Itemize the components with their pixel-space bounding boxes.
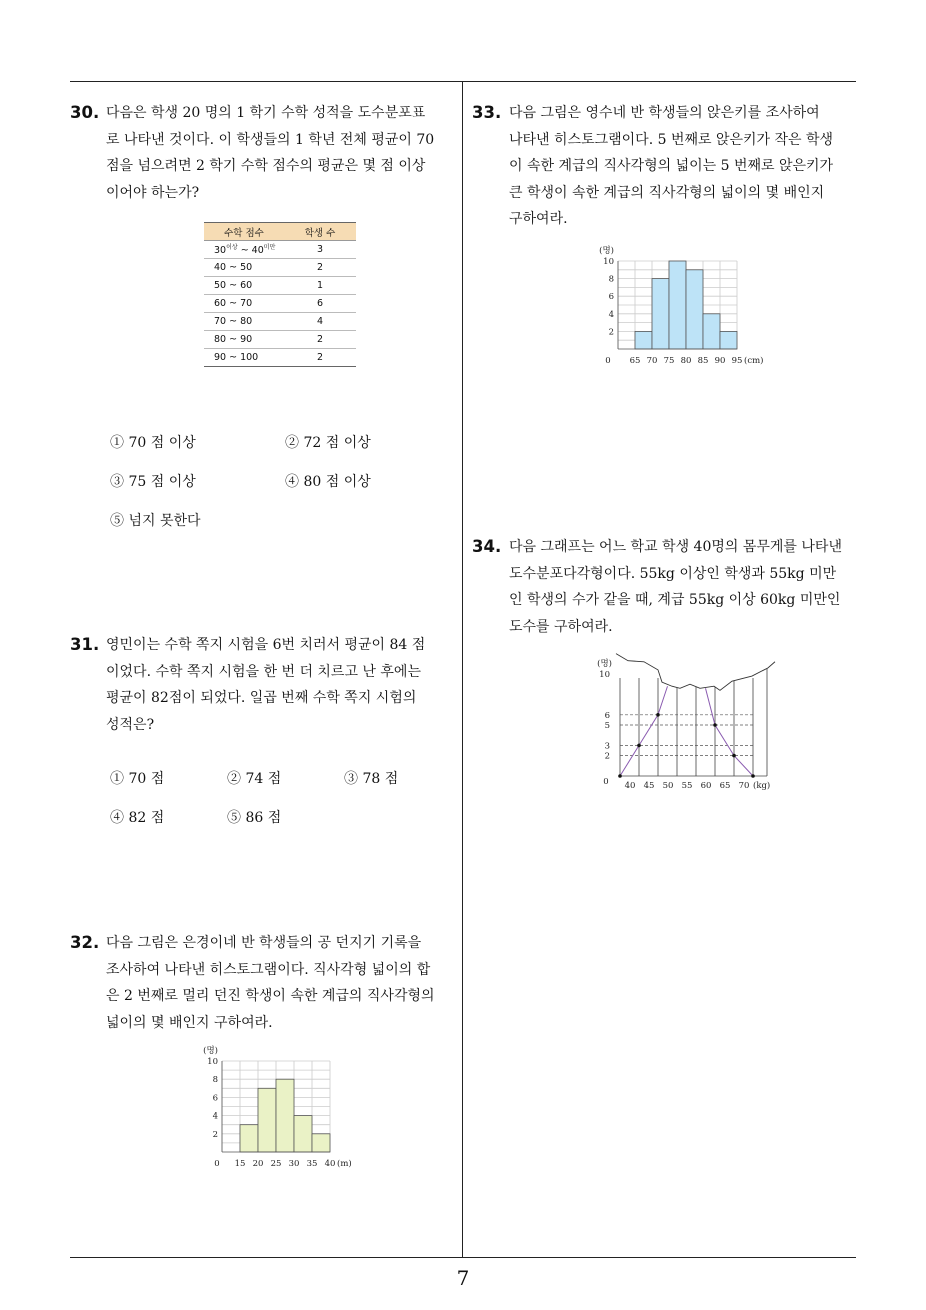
table-cell: 80 ~ 90 (204, 331, 284, 349)
x-tick-label: 70 (738, 781, 750, 791)
x-tick-label: 80 (680, 356, 692, 366)
y-tick-label: 6 (212, 1093, 218, 1104)
y-tick-label: 6 (608, 292, 614, 303)
histogram-bar (294, 1116, 312, 1152)
y-tick-label: 5 (604, 721, 610, 731)
column-divider (462, 82, 463, 1257)
x-tick-label: 0 (214, 1159, 220, 1169)
table-cell: 50 ~ 60 (204, 277, 284, 295)
histogram-bar (258, 1088, 276, 1152)
question-text: 로 나타낸 것이다. 이 학생들의 1 학년 전체 평균이 70 (106, 131, 435, 148)
x-tick-label: 0 (605, 356, 611, 366)
question-text: 큰 학생이 속한 계급의 직사각형의 넓이의 몇 배인지 (509, 184, 825, 201)
question-33 (472, 100, 862, 233)
x-unit-label: (kg) (753, 781, 771, 791)
table-row (204, 313, 356, 331)
x-tick-label: 45 (643, 781, 655, 791)
y-tick-label: 6 (604, 710, 610, 721)
table-cell: 1 (284, 277, 356, 295)
question-text: 점을 넘으려면 2 학기 수학 점수의 평균은 몇 점 이상 (106, 158, 426, 174)
x-tick-label: 15 (234, 1159, 246, 1169)
question-text: 이 속한 계급의 직사각형의 넓이는 5 번째로 앉은키가 (509, 158, 834, 174)
question-text: 도수를 구하여라. (509, 618, 613, 635)
x-tick-label: 20 (252, 1159, 264, 1169)
polygon-line (706, 688, 754, 776)
table-cell: 3 (284, 241, 356, 259)
x-tick-label: 40 (624, 781, 636, 791)
y-tick-label: 4 (212, 1111, 218, 1122)
table-header: 수학 점수 (204, 223, 284, 241)
table-cell: 70 ~ 80 (204, 313, 284, 331)
table-row (204, 259, 356, 277)
question-text: 다음 그래프는 어느 학교 학생 40명의 몸무게를 나타낸 (509, 539, 842, 555)
choice-5[interactable]: ⑤ 넘지 못한다 (110, 513, 201, 529)
torn-paper-mask (616, 643, 775, 690)
x-tick-label: 90 (714, 356, 726, 366)
table-row (204, 349, 356, 367)
question-text: 구하여라. (509, 211, 568, 227)
data-point (637, 744, 641, 748)
choice-2[interactable]: ② 72 점 이상 (285, 435, 371, 451)
question-text: 인 학생의 수가 같을 때, 계급 55kg 이상 60kg 미만인 (509, 592, 841, 608)
histogram-bar (652, 279, 669, 349)
x-unit-label: (cm) (744, 356, 764, 366)
question-text: 이었다. 수학 쪽지 시험을 한 번 더 치르고 난 후에는 (106, 663, 421, 680)
y-tick-label: 2 (608, 327, 614, 338)
throwing-record-histogram (195, 1040, 370, 1170)
x-tick-label: 75 (663, 356, 675, 366)
question-text: 성적은? (106, 716, 155, 733)
sitting-height-histogram (590, 245, 790, 375)
y-tick-label: 2 (212, 1129, 218, 1140)
table-row (204, 241, 356, 259)
question-text: 나타낸 히스토그램이다. 5 번째로 앉은키가 작은 학생 (509, 131, 834, 148)
histogram-bar (312, 1134, 330, 1152)
question-text: 넓이의 몇 배인지 구하여라. (106, 1014, 273, 1031)
question-number: 33. (472, 103, 502, 122)
question-text: 다음 그림은 영수네 반 학생들의 앉은키를 조사하여 (509, 105, 820, 121)
question-text: 다음 그림은 은경이네 반 학생들의 공 던지기 기록을 (106, 935, 422, 951)
x-tick-label: 25 (270, 1159, 282, 1169)
polygon-line (620, 686, 668, 776)
choice-4[interactable]: ④ 82 점 (110, 810, 165, 826)
choice-1[interactable]: ① 70 점 이상 (110, 435, 196, 451)
choice-1[interactable]: ① 70 점 (110, 771, 165, 787)
y-tick-label: 10 (599, 670, 610, 680)
question-text: 은 2 번째로 멀리 던진 학생이 속한 계급의 직사각형의 (106, 988, 435, 1004)
question-number: 34. (472, 537, 502, 556)
y-tick-label: 8 (608, 274, 614, 285)
bottom-rule (70, 1257, 856, 1258)
question-text: 평균이 82점이 되었다. 일곱 번째 수학 쪽지 시험의 (106, 690, 417, 706)
choice-4[interactable]: ④ 80 점 이상 (285, 474, 371, 490)
x-tick-label: 35 (306, 1159, 318, 1169)
data-point (618, 774, 622, 778)
table-cell: 2 (284, 259, 356, 277)
histogram-bar (669, 261, 686, 349)
question-number: 32. (70, 933, 100, 952)
table-row (204, 295, 356, 313)
table-cell: 60 ~ 70 (204, 295, 284, 313)
table-cell: 6 (284, 295, 356, 313)
question-number: 31. (70, 635, 100, 654)
data-point (713, 723, 717, 727)
histogram-bar (276, 1079, 294, 1152)
histogram-bar (686, 270, 703, 349)
histogram-bar (720, 331, 737, 349)
y-tick-label: 10 (207, 1057, 218, 1067)
frequency-table (204, 222, 356, 367)
question-text: 조사하여 나타낸 히스토그램이다. 직사각형 넓이의 합 (106, 961, 431, 978)
y-axis-label: (명) (203, 1046, 218, 1056)
x-tick-label: 60 (700, 781, 712, 791)
table-cell: 40 ~ 50 (204, 259, 284, 277)
table-cell: 4 (284, 313, 356, 331)
histogram-bar (635, 331, 652, 349)
x-tick-label: 55 (681, 781, 693, 791)
choice-5[interactable]: ⑤ 86 점 (227, 810, 282, 826)
choice-2[interactable]: ② 74 점 (227, 771, 282, 787)
question-32 (70, 930, 460, 1036)
data-point (656, 713, 660, 717)
x-tick-label: 65 (629, 356, 641, 366)
x-tick-label: 65 (719, 781, 731, 791)
y-axis-label: (명) (597, 659, 612, 669)
choice-3[interactable]: ③ 78 점 (344, 771, 399, 787)
y-tick-label: 3 (604, 741, 610, 752)
x-unit-label: (m) (337, 1159, 352, 1169)
x-tick-label: 85 (697, 356, 709, 366)
table-cell: 2 (284, 331, 356, 349)
table-cell: $30^{이상}$ ~ $40^{미만}$ (204, 241, 284, 259)
histogram-bar (240, 1125, 258, 1152)
x-tick-label: 50 (662, 781, 674, 791)
histogram-bar (703, 314, 720, 349)
table-cell: 2 (284, 349, 356, 367)
y-tick-label: 10 (603, 257, 614, 267)
page-number: 7 (456, 1266, 470, 1290)
data-point (732, 754, 736, 758)
table-row (204, 331, 356, 349)
question-text: 다음은 학생 20 명의 1 학기 수학 성적을 도수분포표 (106, 105, 426, 121)
question-text: 영민이는 수학 쪽지 시험을 6번 치러서 평균이 84 점 (106, 637, 426, 653)
top-rule (70, 81, 856, 82)
y-axis-label: (명) (599, 246, 614, 256)
y-tick-label: 4 (608, 309, 614, 320)
question-text: 이어야 하는가? (106, 184, 200, 201)
x-tick-label: 95 (731, 356, 743, 366)
choice-3[interactable]: ③ 75 점 이상 (110, 474, 196, 490)
data-point (751, 774, 755, 778)
x-tick-label: 70 (646, 356, 658, 366)
question-31 (70, 632, 460, 738)
y-tick-label: 2 (604, 751, 610, 762)
table-cell: 90 ~ 100 (204, 349, 284, 367)
question-34 (472, 534, 862, 640)
x-tick-label: 40 (324, 1159, 336, 1169)
table-row (204, 277, 356, 295)
question-text: 도수분포다각형이다. 55kg 이상인 학생과 55kg 미만 (509, 565, 837, 582)
question-30 (70, 100, 460, 206)
y-tick-label: 8 (212, 1075, 218, 1086)
question-number: 30. (70, 103, 100, 122)
x-tick-label: 0 (603, 777, 609, 787)
weight-frequency-polygon (590, 650, 790, 800)
x-tick-label: 30 (288, 1159, 300, 1169)
table-header: 학생 수 (284, 223, 356, 241)
